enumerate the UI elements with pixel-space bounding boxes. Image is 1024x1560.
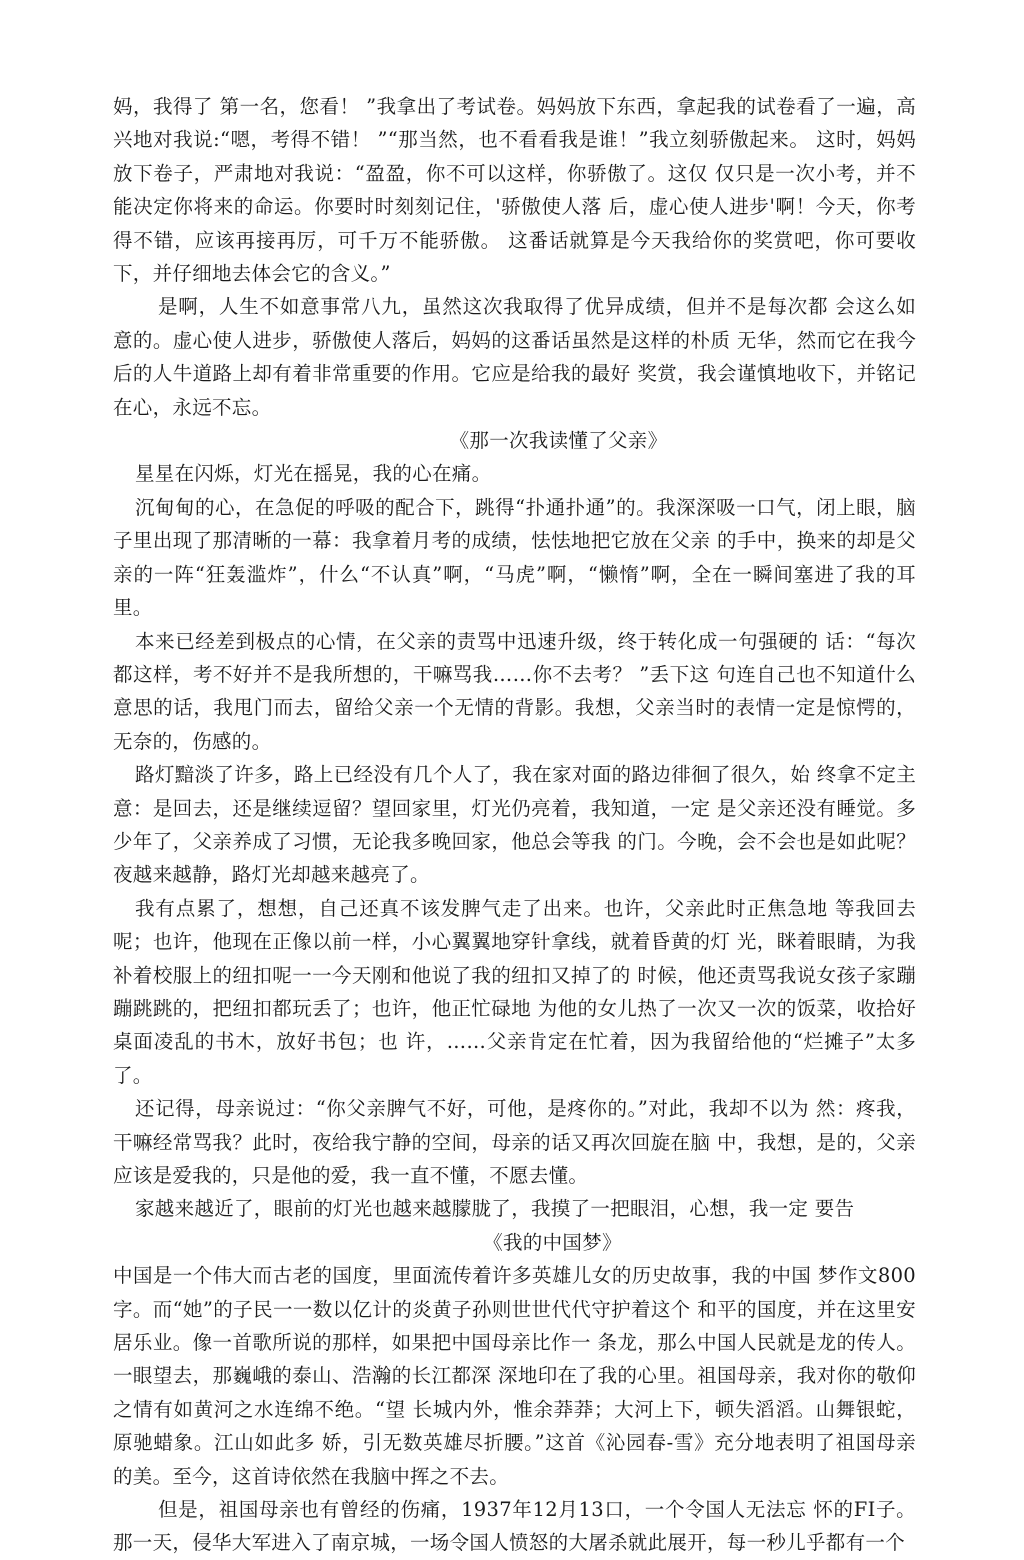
paragraph-bad-mood: 本来已经差到极点的心情，在父亲的责骂中迅速升级，终于转化成一句强硬的 话：“每次都这样，考不好并不是我所想的，干嘛骂我……你不去考？ ”丢下这 句连自己也不知道什么意思的话，我甩门而去，留给父亲一个无情的背影。我想，父亲当时的表情一定是惊愕的，无奈的，伤感的。	[113, 629, 916, 753]
paragraph-china-intro: 中国是一个伟大而古老的国度，里面流传着许多英雄儿女的历史故事，我的中国 梦作文800字。而“她”的子民一一数以亿计的炎黄子孙则世世代代守护着这个 和平的国度，并在这里安居乐业。像一首歌所说的那样，如果把中国母亲比作一 条龙，那么中国人民就是龙的传人。一眼望去，那巍峨的泰山、浩瀚的长江都深 深地印在了我的心里。祖国母亲，我对你的敬仰之情有如黄河之水连绵不绝。“望 长城内外，惟余莽莽；大河上下，顿失滔滔。山舞银蛇，原驰蜡象。江山如此多 娇，引无数英雄尽折腰。”这首《沁园春-雪》充分地表明了祖国母亲的美。至今，这首诗依然在我脑中挥之不去。	[113, 1264, 916, 1488]
paragraph-streetlight: 路灯黯淡了许多，路上已经没有几个人了，我在家对面的路边徘徊了很久，始 终拿不定主意：是回去，还是继续逗留？望回家里，灯光仍亮着，我知道，一定 是父亲还没有睡觉。多少年了，父亲养成了习惯，无论我多晚回家，他总会等我 的门。今晚，会不会也是如此呢？ 夜越来越静，路灯光却越来越亮了。	[113, 763, 916, 887]
essay-title-china-dream: 《我的中国梦》	[483, 1230, 622, 1254]
paragraph-stars: 星星在闪烁，灯光在摇晃，我的心在痛。	[135, 462, 492, 486]
paragraph-heavy-heart: 沉甸甸的心，在急促的呼吸的配合下，跳得“扑通扑通”的。我深深吸一口气，闭上眼，脑子里出现了那清晰的一幕：我拿着月考的成绩，怯怯地把它放在父亲 的手中，换来的却是父亲的一阵“狂轰滥炸”，什么“不认真”啊，“马虎”啊，“懒惰”啊，全在一瞬间塞进了我的耳里。	[113, 495, 916, 620]
paragraph-reflection: 是啊，人生不如意事常八九，虽然这次我取得了优异成绩，但并不是每次都 会这么如意的。虚心使人进步，骄傲使人落后，妈妈的这番话虽然是这样的朴质 无华，然而它在我今后的人牛道路上却有着非常重要的作用。它应是给我的最好 奖赏，我会谨慎地收下，并铭记在心，永远不忘。	[113, 295, 916, 419]
paragraph-praise: 妈，我得了 第一名，您看！ ”我拿出了考试卷。妈妈放下东西，拿起我的试卷看了一遍，高 兴地对我说:“嗯，考得不错！ ”“那当然，也不看看我是谁！”我立刻骄傲起来。 这时，妈妈放下卷子，严肃地对我说：“盈盈，你不可以这样，你骄傲了。这仅 仅只是一次小考，并不能决定你将来的命运。你要时时刻刻记住，'骄傲使人落 后，虚心使人进步'啊！今天，你考得不错，应该再接再厉，可千万不能骄傲。 这番话就算是今天我给你的奖赏吧，你可要收下，并仔细地去体会它的含义。”	[113, 95, 916, 286]
paragraph-tired: 我有点累了，想想，自己还真不该发脾气走了出来。也许，父亲此时正焦急地 等我回去呢；也许，他现在正像以前一样，小心翼翼地穿针拿线，就着昏黄的灯 光，眯着眼睛，为我补着校服上的纽扣呢一一今天刚和他说了我的纽扣又掉了的 时候，他还责骂我说女孩子家蹦蹦跳跳的，把纽扣都玩丢了；也许，他正忙碌地 为他的女儿热了一次又一次的饭菜，收拾好桌面凌乱的书木，放好书包；也 许，……父亲肯定在忙着，因为我留给他的“烂摊子”太多了。	[113, 896, 916, 1087]
paragraph-mother-words: 还记得，母亲说过：“你父亲脾气不好，可他，是疼你的。”对此，我却不以为 然：疼我，干嘛经常骂我？此时，夜给我宁静的空间，母亲的话又再次回旋在脑 中，我想，是的，父亲应该是爱我的，只是他的爱，我一直不懂，不愿去懂。	[113, 1097, 916, 1187]
paragraph-home-closer: 家越来越近了，眼前的灯光也越来越朦胧了，我摸了一把眼泪，心想，我一定 要告	[135, 1197, 855, 1221]
paragraph-history: 但是，祖国母亲也有曾经的伤痛，1937年12月13口，一个令国人无法忘 怀的FI子。那一天，侵华大军进入了南京城，一场令国人愤怒的大屠杀就此展开，每一秒儿乎都有一个	[113, 1498, 916, 1555]
essay-title-father: 《那一次我读懂了父亲》	[449, 429, 668, 453]
